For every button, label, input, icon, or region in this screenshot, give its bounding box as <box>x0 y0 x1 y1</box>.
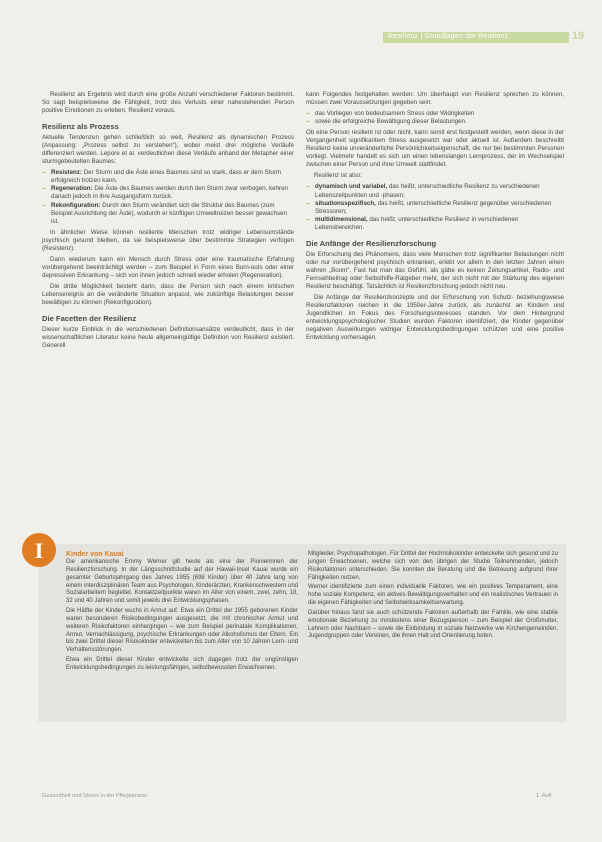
bullet-dash-icon: – <box>42 201 46 209</box>
list-item: – das Vorliegen von bedeutsamem Stress oder Widrigkeiten <box>306 110 475 118</box>
info-box-left-column <box>66 559 298 675</box>
list-item: – Rekonfiguration: Durch den Sturm verändert sich die Struktur des Baumes (zum Beispiel Ausrichtung der Äste), wodurch er künftigen Umweltreizen besser gewachsen ist. <box>42 201 287 225</box>
list-item: – multidimensional, das heißt, unterschiedliche Resilienz in verschiedenen Lebensbereichen. <box>306 215 519 231</box>
list-item: – dynamisch und variabel, das heißt, unterschiedliche Resilienz zu verschiedenen Lebenszeitpunkten und -phasen; <box>306 183 540 199</box>
resilience-explanation: Ob eine Person resilient ist oder nicht, kann somit erst festgestellt werden, wenn diese in der Vergangenheit signifikantem Stress ausgesetzt war oder aktuell ist. Außerdem beschreibt Resilienz keine unveränderliche Persönlichkeitseigenschaft, die nur bei bestimmten Personen vorliegt. Vielmehr handelt es sich um einen lebenslangen Lernprozess, der im Wechselspiel zwischen einer Person und ihrer Umwelt stattfindet. <box>306 129 564 169</box>
info-paragraph: Werner identifizierte zum einen individuelle Faktoren, wie ein positives Temperament, eine hohe soziale Kompetenz, ein aktives Bewältigungsverhalten und ein realistisches Vertrauen in die eigenen Fähigkeiten und Selbstwirksamkeitserwartung. <box>308 584 558 607</box>
info-paragraph: Darüber hinaus fand sie auch schützende Faktoren außerhalb der Familie, wie eine stabile emotionale Beziehung zu mindestens einer Bezugsperson – zum Beispiel der Großmutter, Lehrern oder Nachbarn – sowie die Einbindung in soziale Netzwerke wie Kirchengemeinden, Jugendgruppen oder Vereinen, die ihnen Halt und Orientierung boten. <box>308 609 558 640</box>
facets-paragraph: Dieser kurze Einblick in die verschiedenen Definitionsansätze verdeutlicht, dass in der wissenschaftlichen Literatur keine heute allgemeingültige Definition von Resilienz existiert. Generell <box>42 326 294 350</box>
process-paragraph-4: Die dritte Möglichkeit besteht darin, dass die Person sich nach einem kritischen Lebensereignis an die veränderte Situation anpasst, wie zukünftige Belastungen besser bewältigen zu können (Rekonfiguration). <box>42 282 294 307</box>
list-item: – sowie die erfolgreiche Bewältigung dieser Belastungen. <box>306 118 467 126</box>
heading-beginnings: Die Anfänge der Resilienzforschung <box>306 238 437 248</box>
bullet-dash-icon: – <box>306 118 310 126</box>
bullet-dash-icon: – <box>306 215 310 223</box>
info-box-title: Kinder von Kauai <box>66 551 124 558</box>
intro-paragraph: Resilienz als Ergebnis wird durch eine große Anzahl verschiedener Faktoren bestimmt. So sagt beispielsweise die Fähigkeit, trotz des Verlusts einer nahestehenden Person positive Emotionen zu erleben, Resilienz voraus. <box>42 91 294 115</box>
process-list <box>42 169 294 225</box>
info-paragraph: Die Hälfte der Kinder wuchs in Armut auf. Etwa ein Drittel der 1955 geborenen Kinder waren besonderen Risikobedingungen ausgesetzt, die mit chronischer Armut und weiteren Risikofaktoren einhergingen – wie zum Beispiel perinatale Komplikationen, Armut, Vernachlässigung, psychische Erkrankungen oder Alkoholismus der Eltern. Ein bis zwei Drittel dieser Risikokinder entwickelten bis zum Alter von 10 Jahren Lern- und Verhaltensstörungen. <box>66 608 298 654</box>
left-column <box>42 91 294 353</box>
info-paragraph: Etwa ein Drittel dieser Kinder entwickelte sich dagegen trotz der ungünstigen Entwicklungsbedingungen zu leistungsfähigen, selbstbewussten Erwachsenen. <box>66 657 298 671</box>
info-box-right-column <box>308 551 558 643</box>
bullet-dash-icon: – <box>306 110 310 118</box>
page-number: 19 <box>572 30 585 42</box>
bullet-dash-icon: – <box>42 185 46 193</box>
heading-resilience-process: Resilienz als Prozess <box>42 122 119 132</box>
process-paragraph-3: Dann wiederum kann ein Mensch durch Stress oder eine traumatische Erfahrung vorübergehend beeinträchtigt werden – zum Beispiel in Form eines Burn-outs oder einer depressiven Erkrankung – sich von ihnen jedoch schnell wieder erholen (Regeneration). <box>42 255 294 279</box>
process-paragraph-1: Aktuelle Tendenzen gehen schließlich so weit, Resilienz als dynamischen Prozess (Anpassung: „Prozess selbst zu verstehen“), wobei meist drei mögliche Verläufe differenziert werden. Lepore et al. verdeutlichen diese Verläufe anhand der Metapher einer sturmgebeutelten Baumes: <box>42 134 294 166</box>
info-paragraph: Die amerikanische Emmy Werner gilt heute als eine der Pionierinnen der Resilienzforschung. In der Längsschnittstudie auf der Hawaii-Insel Kauai wurde ein gesamter Geburtsjahrgang des Jahres 1955 (698 Kinder) über 40 Jahre lang von einem interdisziplinären Team aus Psychologen, Kinderärzten, Krankenschwestern und Sozialarbeitern begleitet. Kontaktzeitpunkte waren im Alter von einem, zwei, zehn, 18, 32 und 40 Jahren und somit jeweils drei Entwicklungsphasen. <box>66 559 298 605</box>
process-paragraph-2: In ähnlicher Weise können resiliente Menschen trotz widriger Lebensumstände psychisch gesund bleiben, da sie beispielsweise über bestimmte Strategien verfügen (Resistenz). <box>42 228 294 252</box>
beginnings-paragraph-1: Die Erforschung des Phänomens, dass viele Menschen trotz signifikanter Belastungen nicht oder nur vorübergehend psychisch erkranken, erlebt vor allem in den letzten Jahren einen wahren „Boom“. Fast hat man das Gefühl, als gäbe es keinen Zeitungsartikel, Radio- und Fernsehbeitrag oder Selbsthilfe-Ratgeber mehr, der sich nicht mit der Stärkung des eigenen Resilienz beschäftigt. Tatsächlich ist Resilienzforschung jedoch nicht neu. <box>306 250 564 290</box>
list-item: – situationsspezifisch, das heißt, unterschiedliche Resilienz gegenüber verschiedenen Stressoren; <box>306 199 552 215</box>
right-column <box>306 91 564 345</box>
footer-publication: Gesundheit und Stress in der Pflegepraxis <box>42 793 147 799</box>
info-paragraph: Mitglieder, Psychopathologen. Für Drittel der Hochrisikokinder entwickelte sich gesund und zu jungen Erwachsenen, welche sich von den übrigen der Studie Teilnehmenden, jedoch Risikofaktoren unterschieden. Sie konnten die Beratung und die Betreuung aufgrund ihrer Fähigkeiten nutzen. <box>308 551 558 581</box>
bullet-dash-icon: – <box>306 183 310 191</box>
conditions-intro: kann Folgendes festgehalten werden: Um überhaupt von Resilienz sprechen zu können, müssen zwei Voraussetzungen gegeben sein: <box>306 91 564 107</box>
facets-list <box>306 183 564 231</box>
resilience-is: Resilienz ist also: <box>314 172 362 180</box>
beginnings-paragraph-2: Die Anfänge der Resilienzkonzepte und der Erforschung von Schutz- beziehungsweise Resilienzfaktoren reichen in die 1950er-Jahre zurück, als zunächst an Kindern und Jugendlichen im Fokus des Forschungsinteresses standen. Vor dem Hintergrund entwicklungspsychologischer Studien wurden Faktoren identifiziert, die Kinder gegenüber negativen Auswirkungen widriger Entwicklungsbedingungen schützen und eine positive Entwicklung vorhersagen. <box>306 293 564 342</box>
heading-facets: Die Facetten der Resilienz <box>42 314 137 324</box>
footer-edition: 1. Aufl. <box>536 793 554 799</box>
info-icon: I <box>22 533 56 567</box>
list-item: – Resistenz: Der Sturm und die Äste eines Baumes sind so stark, dass er dem Sturm erfolgreich trotzen kann. <box>42 169 282 185</box>
bullet-dash-icon: – <box>306 199 310 207</box>
bullet-dash-icon: – <box>42 169 46 177</box>
conditions-list <box>306 110 564 126</box>
list-item: – Regeneration: Die Äste des Baumes werden durch den Sturm zwar verbogen, kehren danach jedoch in ihre Ausgangsform zurück. <box>42 185 288 201</box>
running-title: Resilienz | Grundlagen der Resilienz <box>388 33 509 40</box>
